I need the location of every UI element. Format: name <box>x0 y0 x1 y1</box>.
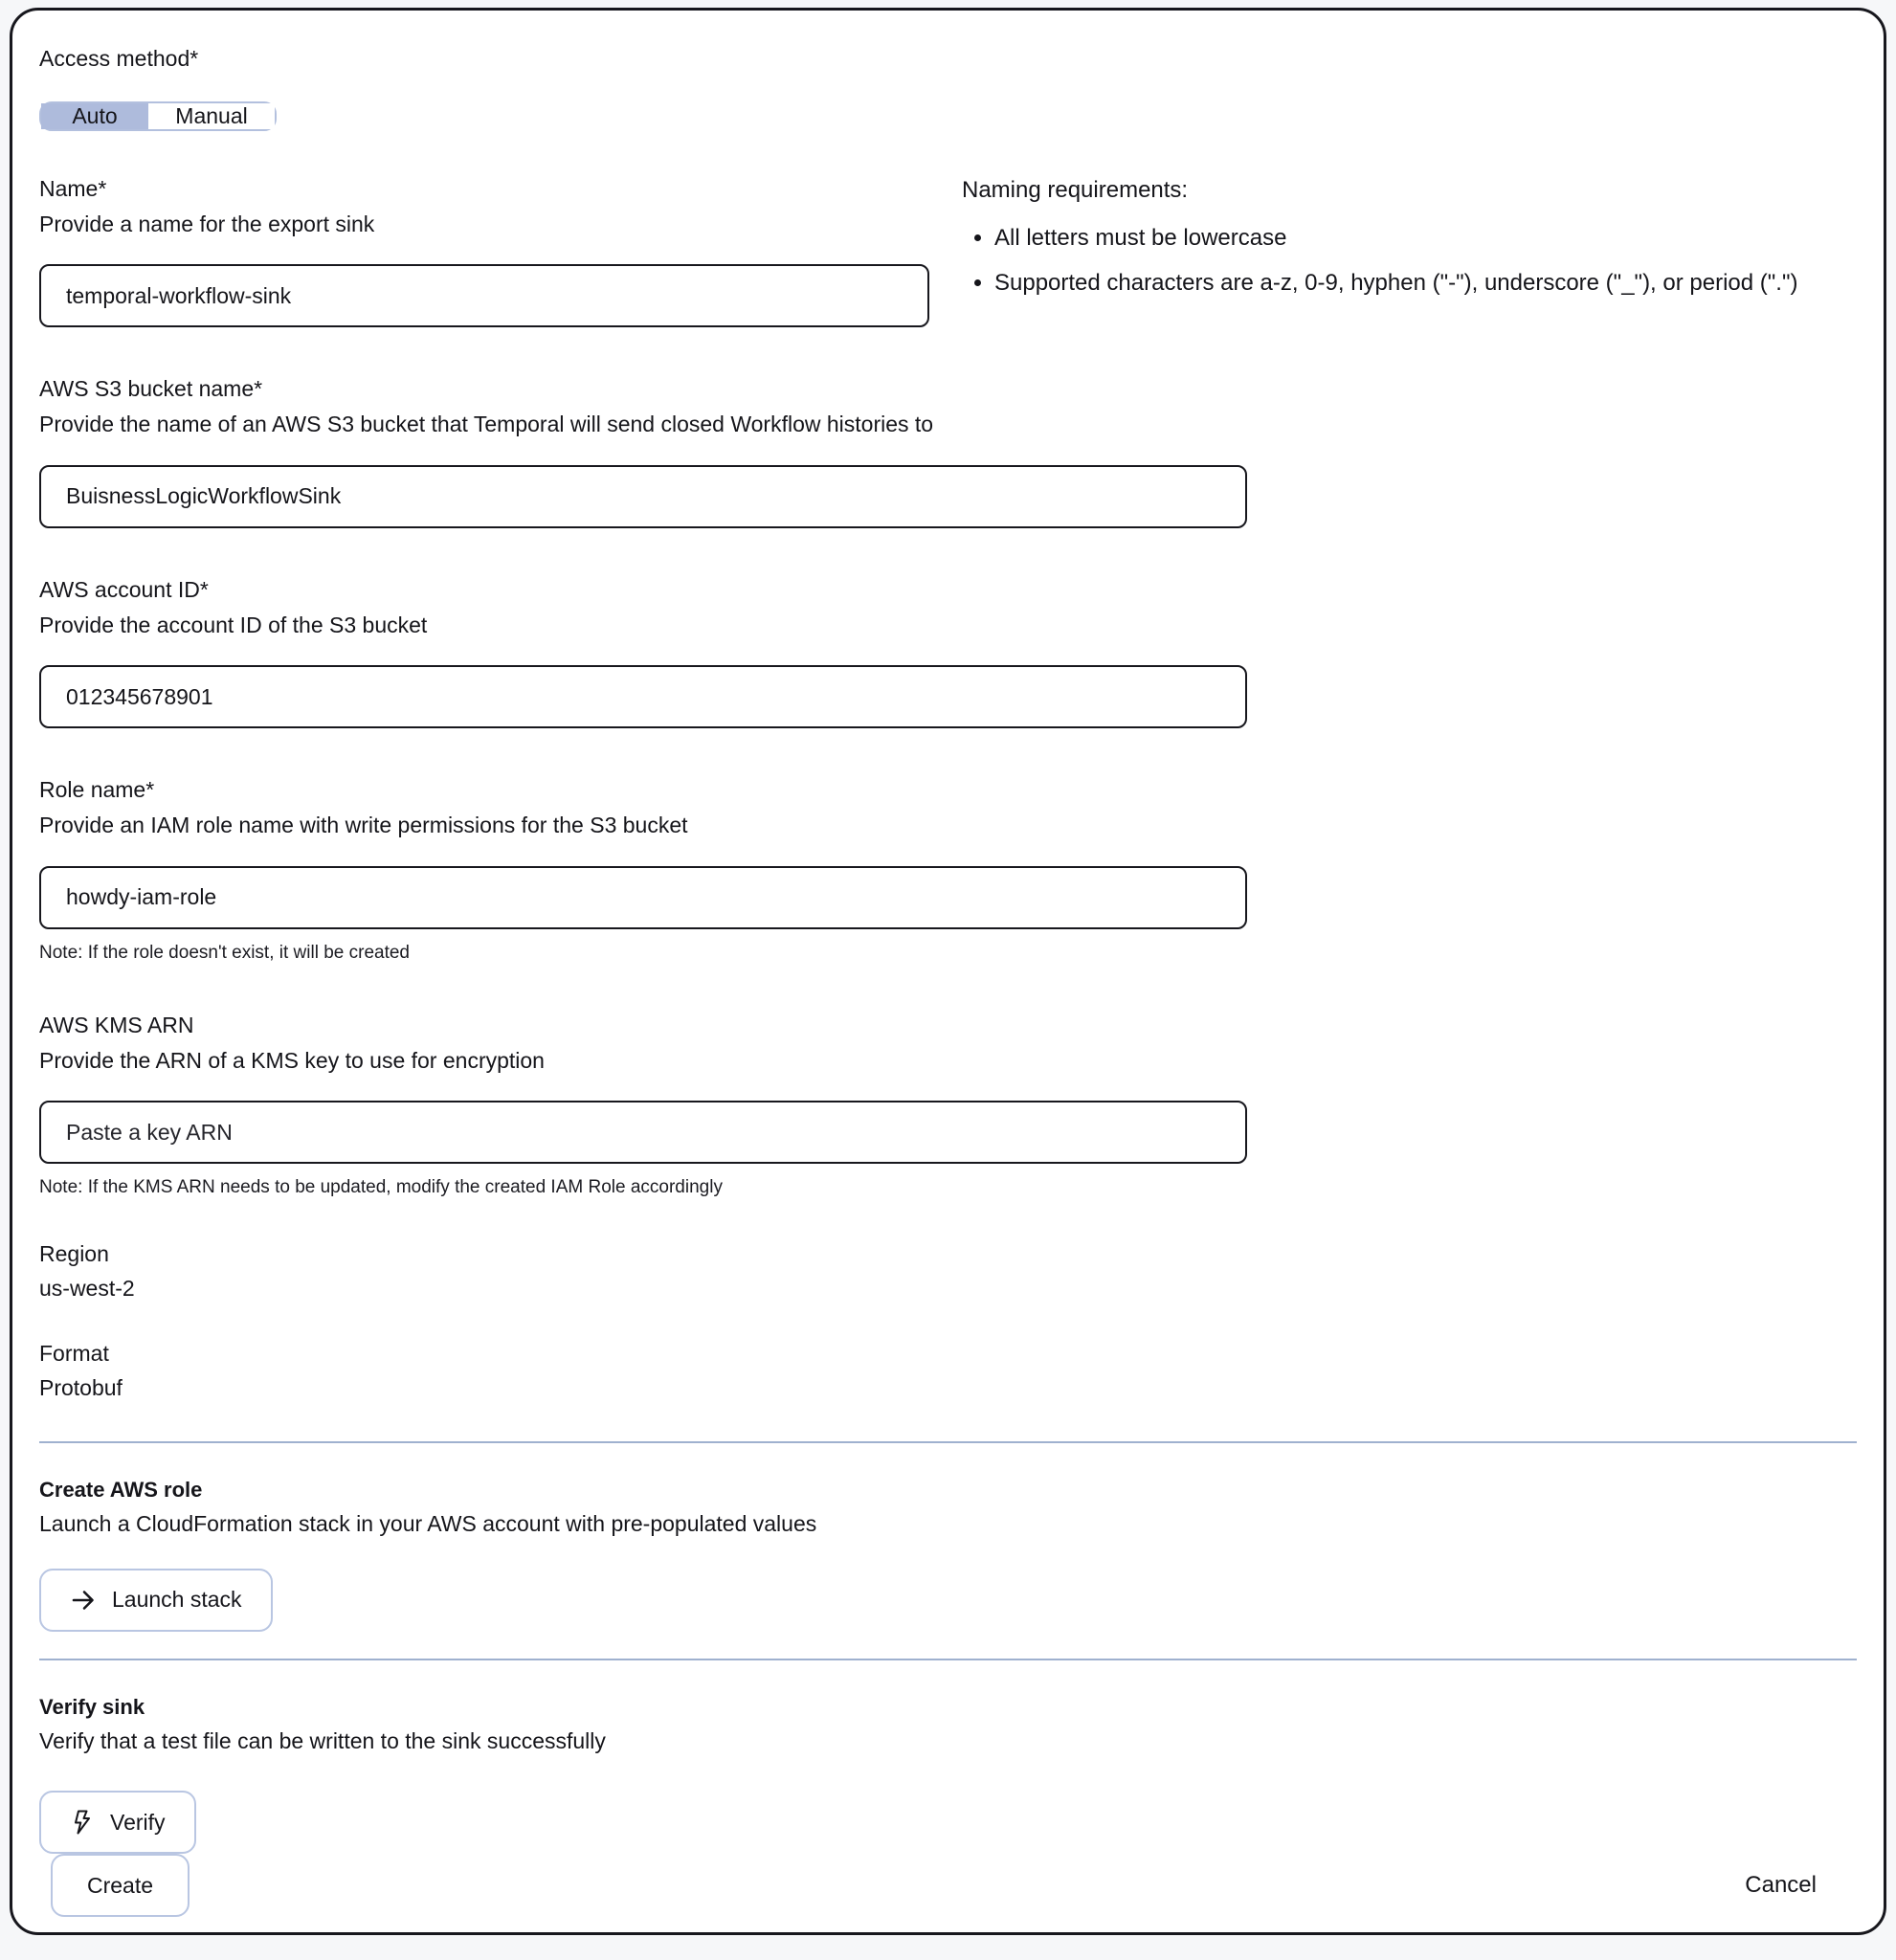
name-input[interactable] <box>39 264 929 327</box>
role-name-note: Note: If the role doesn't exist, it will be created <box>39 942 410 963</box>
role-name-label: Role name* <box>39 777 155 803</box>
naming-requirement-item: • All letters must be lowercase <box>994 220 1828 256</box>
arrow-right-icon <box>70 1587 97 1614</box>
name-and-requirements-row <box>39 175 1857 328</box>
naming-requirements-title: Naming requirements: <box>962 176 1189 203</box>
s3-bucket-label: AWS S3 bucket name* <box>39 376 263 402</box>
name-label: Name* <box>39 175 107 201</box>
verify-sink-description: Verify that a test file can be written to the sink successfully <box>39 1727 606 1753</box>
region-label: Region <box>39 1241 109 1267</box>
kms-arn-note: Note: If the KMS ARN needs to be updated, modify the created IAM Role accordingly <box>39 1177 723 1198</box>
cancel-button[interactable]: Cancel <box>1745 1872 1817 1899</box>
account-id-description: Provide the account ID of the S3 bucket <box>39 612 428 637</box>
role-name-input[interactable] <box>39 866 1247 929</box>
s3-bucket-input[interactable] <box>39 465 1247 528</box>
name-description: Provide a name for the export sink <box>39 211 375 236</box>
create-aws-role-description: Launch a CloudFormation stack in your AWS account with pre-populated values <box>39 1510 817 1536</box>
verify-button[interactable] <box>39 1791 196 1854</box>
naming-requirement-item: • Supported characters are a-z, 0-9, hyphen ("-"), underscore ("_"), or period (".") <box>994 265 1828 301</box>
access-method-label: Access method* <box>39 46 199 71</box>
access-method-option-manual[interactable]: Manual <box>148 103 275 129</box>
format-group <box>39 1340 1857 1401</box>
create-aws-role-title: Create AWS role <box>39 1477 203 1502</box>
divider <box>39 1441 1857 1443</box>
access-method-toggle <box>39 101 277 131</box>
s3-bucket-description: Provide the name of an AWS S3 bucket that Temporal will send closed Workflow histories to <box>39 412 934 436</box>
kms-arn-input[interactable] <box>39 1101 1247 1164</box>
role-name-field-group <box>39 776 1857 964</box>
lightning-icon <box>70 1809 95 1836</box>
s3-bucket-field-group <box>39 375 1857 528</box>
account-id-label: AWS account ID* <box>39 576 209 602</box>
launch-stack-button[interactable] <box>39 1569 273 1632</box>
access-method-option-auto[interactable]: Auto <box>41 103 148 129</box>
region-value: us-west-2 <box>39 1276 135 1301</box>
create-button[interactable] <box>51 1854 190 1917</box>
format-value: Protobuf <box>39 1374 123 1400</box>
verify-button-label: Verify <box>110 1809 166 1835</box>
naming-requirements <box>962 175 1828 328</box>
divider <box>39 1659 1857 1660</box>
naming-requirements-list <box>994 220 1828 301</box>
verify-sink-title: Verify sink <box>39 1694 145 1719</box>
launch-stack-button-label: Launch stack <box>112 1587 242 1612</box>
kms-arn-field-group <box>39 1012 1857 1199</box>
create-aws-role-section <box>39 1478 1857 1632</box>
name-field-group <box>39 175 929 328</box>
account-id-input[interactable] <box>39 665 1247 728</box>
account-id-field-group <box>39 576 1857 729</box>
kms-arn-label: AWS KMS ARN <box>39 1012 194 1037</box>
kms-arn-description: Provide the ARN of a KMS key to use for encryption <box>39 1047 545 1073</box>
format-label: Format <box>39 1341 109 1366</box>
region-group <box>39 1240 1857 1302</box>
role-name-description: Provide an IAM role name with write permissions for the S3 bucket <box>39 813 688 837</box>
export-sink-form-card <box>10 8 1886 1935</box>
create-button-label: Create <box>87 1872 154 1898</box>
form-actions <box>39 1854 1857 1917</box>
verify-sink-section <box>39 1695 1857 1855</box>
